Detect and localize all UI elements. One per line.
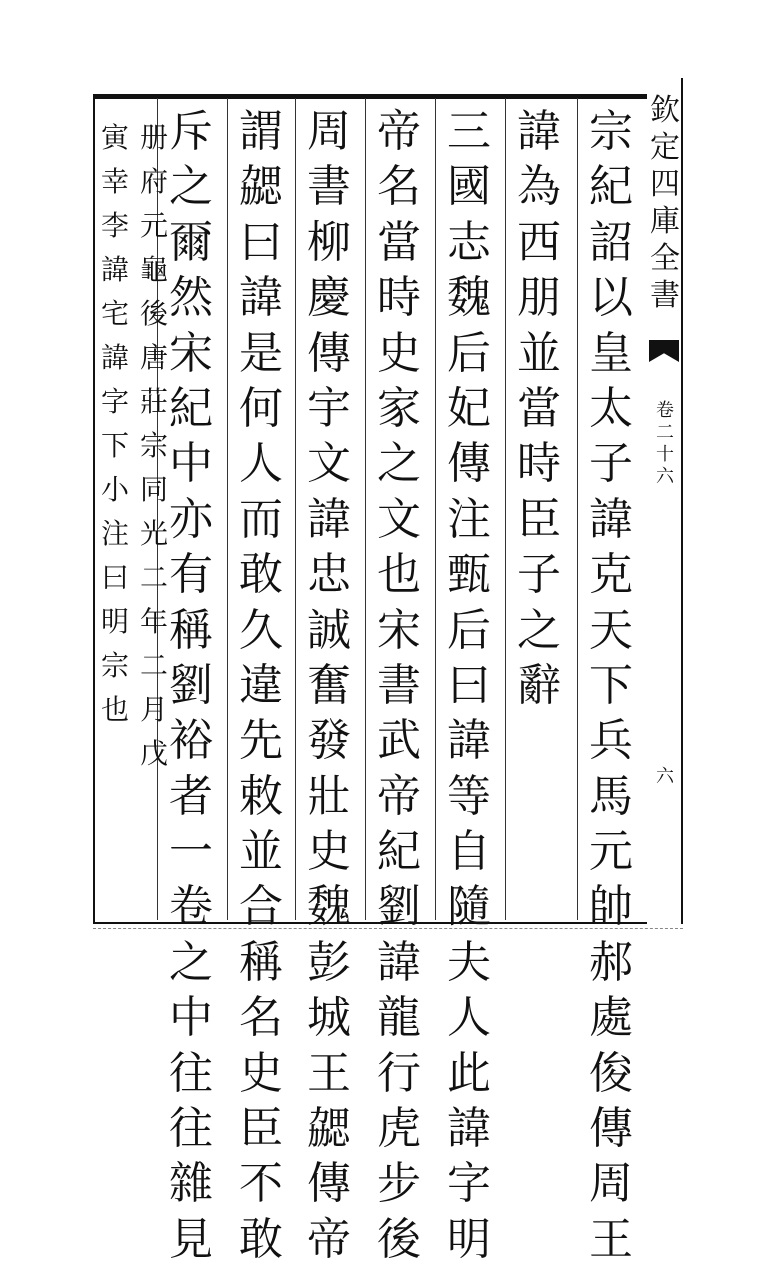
glyph: 寅 — [100, 121, 129, 154]
glyph: 月 — [139, 693, 168, 726]
glyph: 宅 — [100, 297, 129, 330]
glyph: 此 — [447, 1047, 491, 1099]
glyph: 時 — [517, 438, 561, 490]
glyph: 自 — [447, 826, 491, 878]
glyph: 稱 — [169, 604, 213, 656]
glyph: 往 — [169, 1103, 213, 1155]
glyph: 而 — [239, 493, 283, 545]
glyph: 爾 — [169, 216, 213, 268]
glyph: 諱 — [447, 1103, 491, 1155]
margin-subtitle — [652, 400, 678, 488]
glyph: 曰 — [447, 659, 491, 711]
glyph: 敕 — [239, 770, 283, 822]
glyph: 注 — [447, 493, 491, 545]
glyph: 册 — [139, 121, 168, 154]
glyph: 柳 — [307, 216, 351, 268]
glyph: 國 — [447, 161, 491, 213]
glyph: 宇 — [307, 382, 351, 434]
glyph: 下 — [589, 659, 633, 711]
glyph: 光 — [139, 517, 168, 550]
glyph: 虎 — [377, 1103, 421, 1155]
glyph: 三 — [447, 106, 491, 157]
glyph: 周 — [589, 1158, 633, 1210]
glyph: 稱 — [239, 936, 283, 988]
glyph: 久 — [239, 604, 283, 656]
margin-title-char: 四 — [650, 167, 680, 202]
column-divider — [295, 98, 296, 920]
glyph: 史 — [307, 826, 351, 878]
glyph: 字 — [100, 385, 129, 418]
glyph: 元 — [589, 826, 633, 878]
margin-title-char: 欽 — [650, 93, 680, 128]
glyph: 一 — [169, 826, 213, 878]
text-column-9 — [97, 116, 133, 732]
glyph: 然 — [169, 272, 213, 324]
glyph: 文 — [307, 438, 351, 490]
margin-title — [649, 92, 681, 314]
glyph: 年 — [139, 605, 168, 638]
glyph: 文 — [377, 493, 421, 545]
glyph: 注 — [100, 517, 129, 550]
glyph: 之 — [377, 438, 421, 490]
glyph: 傳 — [307, 327, 351, 379]
column-divider — [435, 98, 436, 920]
glyph: 曰 — [239, 216, 283, 268]
margin-subtitle-char: 卷 — [656, 400, 674, 421]
glyph: 幸 — [100, 165, 129, 198]
glyph: 帝 — [307, 1213, 351, 1265]
glyph: 之 — [169, 161, 213, 213]
glyph: 等 — [447, 770, 491, 822]
glyph: 並 — [517, 327, 561, 379]
glyph: 劉 — [377, 881, 421, 933]
text-column-6 — [233, 104, 289, 1267]
glyph: 王 — [589, 1213, 633, 1265]
glyph: 帝 — [377, 106, 421, 157]
glyph: 武 — [377, 715, 421, 767]
glyph: 帝 — [377, 770, 421, 822]
glyph: 見 — [169, 1213, 213, 1265]
margin-title-char: 庫 — [650, 204, 680, 239]
glyph: 壯 — [307, 770, 351, 822]
glyph: 諱 — [100, 253, 129, 286]
glyph: 宗 — [139, 429, 168, 462]
glyph: 諱 — [100, 341, 129, 374]
glyph: 諱 — [589, 493, 633, 545]
glyph: 克 — [589, 549, 633, 601]
glyph: 龍 — [377, 992, 421, 1044]
glyph: 宗 — [589, 106, 633, 157]
glyph: 書 — [307, 161, 351, 213]
glyph: 后 — [447, 327, 491, 379]
glyph: 謂 — [239, 106, 283, 157]
glyph: 時 — [377, 272, 421, 324]
glyph: 諱 — [517, 106, 561, 157]
glyph: 隨 — [447, 881, 491, 933]
glyph: 龜 — [139, 253, 168, 286]
glyph: 中 — [169, 438, 213, 490]
glyph: 天 — [589, 604, 633, 656]
glyph: 宋 — [169, 327, 213, 379]
fishtail-mark-icon — [649, 340, 679, 362]
glyph: 先 — [239, 715, 283, 767]
glyph: 下 — [100, 429, 129, 462]
text-column-3 — [441, 104, 497, 1267]
glyph: 人 — [447, 992, 491, 1044]
glyph: 敢 — [239, 549, 283, 601]
glyph: 不 — [239, 1158, 283, 1210]
glyph: 后 — [447, 604, 491, 656]
glyph: 書 — [377, 659, 421, 711]
glyph: 莊 — [139, 385, 168, 418]
glyph: 字 — [447, 1158, 491, 1210]
glyph: 同 — [139, 473, 168, 506]
glyph: 也 — [100, 693, 129, 726]
glyph: 紀 — [169, 382, 213, 434]
glyph: 史 — [377, 327, 421, 379]
column-divider — [227, 98, 228, 920]
glyph: 亦 — [169, 493, 213, 545]
glyph: 夫 — [447, 936, 491, 988]
glyph: 卷 — [169, 881, 213, 933]
text-column-5 — [301, 104, 357, 1267]
glyph: 合 — [239, 881, 283, 933]
glyph: 辭 — [517, 659, 561, 711]
glyph: 中 — [169, 992, 213, 1044]
glyph: 為 — [517, 161, 561, 213]
glyph: 當 — [377, 216, 421, 268]
glyph: 城 — [307, 992, 351, 1044]
glyph: 小 — [100, 473, 129, 506]
glyph: 傳 — [307, 1158, 351, 1210]
glyph: 人 — [239, 438, 283, 490]
glyph: 臣 — [239, 1103, 283, 1155]
margin-subtitle-char: 十 — [656, 444, 674, 465]
glyph: 名 — [239, 992, 283, 1044]
bottom-rule — [93, 928, 683, 933]
glyph: 彭 — [307, 936, 351, 988]
column-divider — [577, 98, 578, 920]
glyph: 史 — [239, 1047, 283, 1099]
glyph: 處 — [589, 992, 633, 1044]
column-divider — [505, 98, 506, 920]
glyph: 勰 — [239, 161, 283, 213]
glyph: 紀 — [589, 161, 633, 213]
column-divider — [365, 98, 366, 920]
glyph: 傳 — [447, 438, 491, 490]
glyph: 行 — [377, 1047, 421, 1099]
glyph: 臣 — [517, 493, 561, 545]
margin-folio: 六 — [656, 766, 674, 787]
glyph: 誠 — [307, 604, 351, 656]
glyph: 元 — [139, 209, 168, 242]
glyph: 曰 — [100, 561, 129, 594]
glyph: 子 — [589, 438, 633, 490]
glyph: 者 — [169, 770, 213, 822]
glyph: 二 — [139, 561, 168, 594]
glyph: 之 — [517, 604, 561, 656]
margin-title-char: 全 — [650, 241, 680, 276]
glyph: 宋 — [377, 604, 421, 656]
glyph: 志 — [447, 216, 491, 268]
glyph: 帥 — [589, 881, 633, 933]
glyph: 諱 — [239, 272, 283, 324]
glyph: 馬 — [589, 770, 633, 822]
glyph: 裕 — [169, 715, 213, 767]
glyph: 郝 — [589, 936, 633, 988]
glyph: 是 — [239, 327, 283, 379]
glyph: 勰 — [307, 1103, 351, 1155]
glyph: 後 — [377, 1213, 421, 1265]
glyph: 府 — [139, 165, 168, 198]
glyph: 往 — [169, 1047, 213, 1099]
text-column-2 — [511, 104, 567, 713]
glyph: 劉 — [169, 659, 213, 711]
text-column-1 — [583, 104, 639, 1267]
glyph: 魏 — [447, 272, 491, 324]
margin-title-char: 定 — [650, 130, 680, 165]
glyph: 兵 — [589, 715, 633, 767]
glyph: 傳 — [589, 1103, 633, 1155]
glyph: 諱 — [307, 493, 351, 545]
glyph: 斥 — [169, 106, 213, 157]
glyph: 步 — [377, 1158, 421, 1210]
glyph: 子 — [517, 549, 561, 601]
margin-title-char: 書 — [650, 278, 680, 313]
glyph: 西 — [517, 216, 561, 268]
glyph: 俊 — [589, 1047, 633, 1099]
text-column-8 — [136, 116, 172, 776]
glyph: 宗 — [100, 649, 129, 682]
glyph: 之 — [169, 936, 213, 988]
glyph: 魏 — [307, 881, 351, 933]
glyph: 戊 — [139, 737, 168, 770]
glyph: 並 — [239, 826, 283, 878]
glyph: 違 — [239, 659, 283, 711]
glyph: 慶 — [307, 272, 351, 324]
glyph: 奮 — [307, 659, 351, 711]
glyph: 諱 — [447, 715, 491, 767]
glyph: 忠 — [307, 549, 351, 601]
glyph: 詔 — [589, 216, 633, 268]
glyph: 後 — [139, 297, 168, 330]
glyph: 發 — [307, 715, 351, 767]
glyph: 李 — [100, 209, 129, 242]
glyph: 皇 — [589, 327, 633, 379]
glyph: 甄 — [447, 549, 491, 601]
glyph: 唐 — [139, 341, 168, 374]
glyph: 也 — [377, 549, 421, 601]
glyph: 當 — [517, 382, 561, 434]
glyph: 明 — [100, 605, 129, 638]
glyph: 太 — [589, 382, 633, 434]
glyph: 二 — [139, 649, 168, 682]
glyph: 諱 — [377, 936, 421, 988]
glyph: 雜 — [169, 1158, 213, 1210]
glyph: 王 — [307, 1047, 351, 1099]
margin-subtitle-char: 六 — [656, 466, 674, 487]
glyph: 妃 — [447, 382, 491, 434]
glyph: 家 — [377, 382, 421, 434]
glyph: 周 — [307, 106, 351, 157]
glyph: 明 — [447, 1213, 491, 1265]
glyph: 以 — [589, 272, 633, 324]
text-column-4 — [371, 104, 427, 1267]
glyph: 敢 — [239, 1213, 283, 1265]
glyph: 紀 — [377, 826, 421, 878]
glyph: 名 — [377, 161, 421, 213]
glyph: 有 — [169, 549, 213, 601]
glyph: 何 — [239, 382, 283, 434]
glyph: 朋 — [517, 272, 561, 324]
margin-subtitle-char: 二 — [656, 422, 674, 443]
